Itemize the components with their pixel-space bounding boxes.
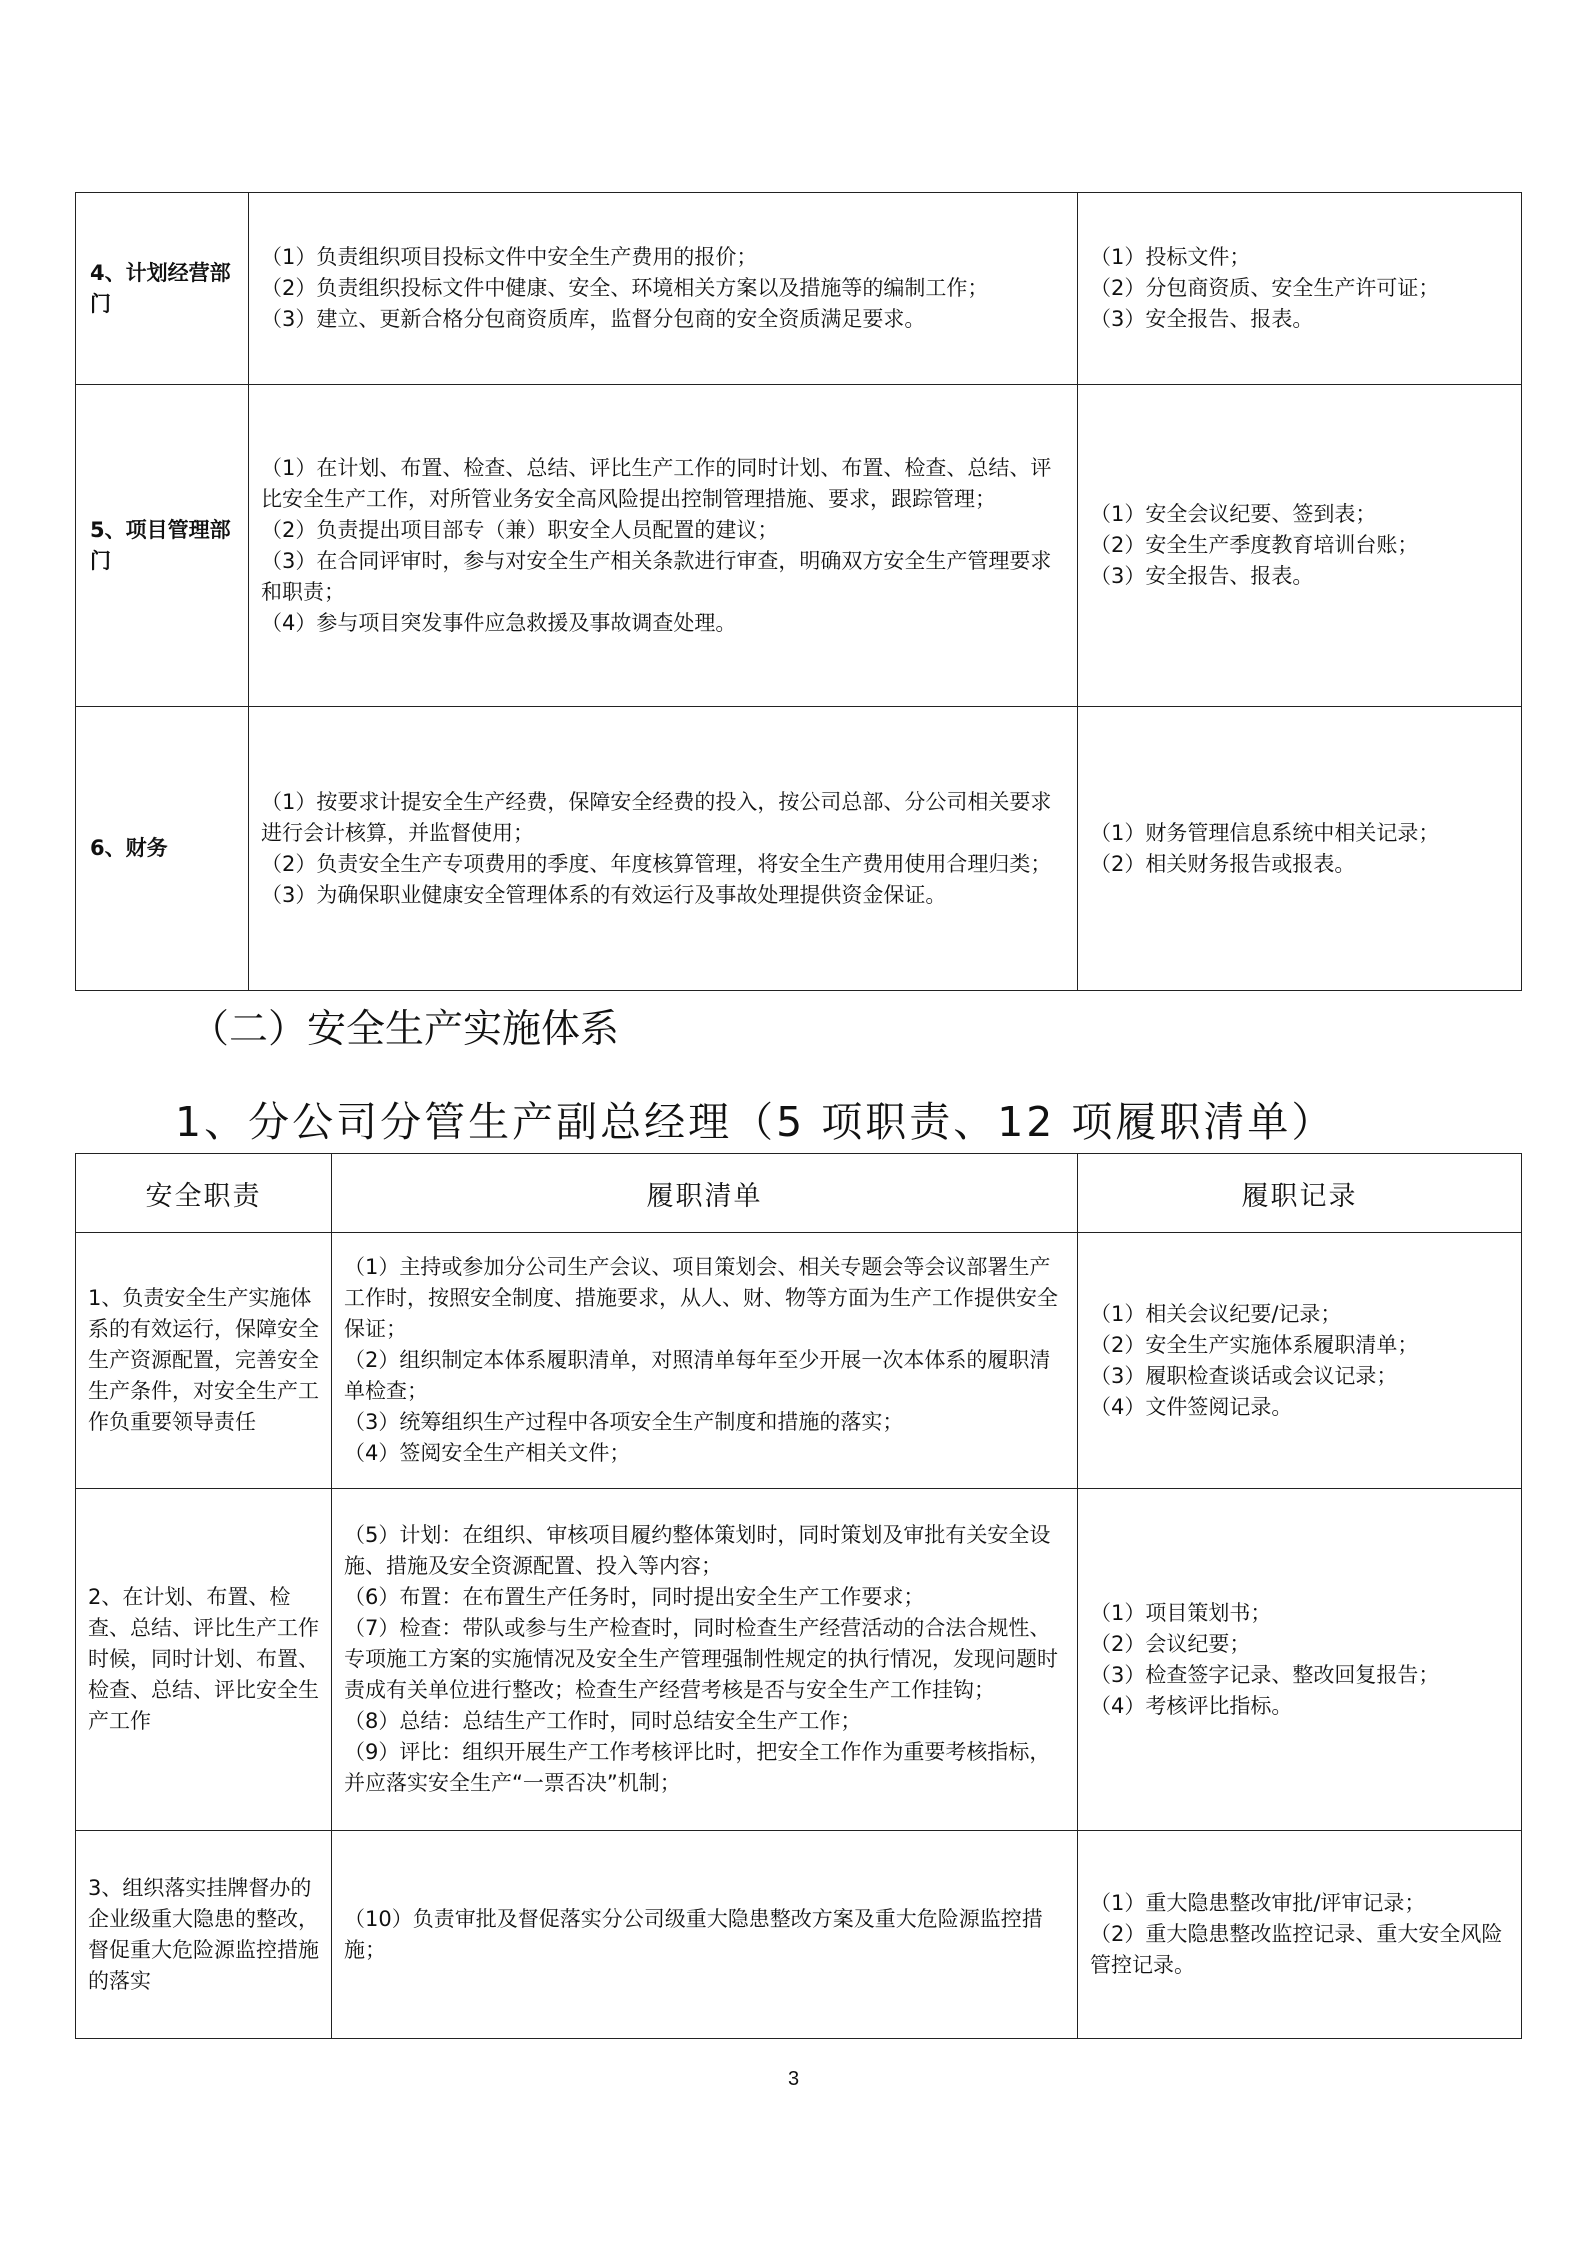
record-cell — [1078, 1831, 1522, 2039]
record-item: （2）分包商资质、安全生产许可证； — [1090, 276, 1440, 300]
record-cell — [1078, 193, 1522, 385]
list-item: （10）负责审批及督促落实分公司级重大隐患整改方案及重大危险源监控措施； — [344, 1906, 1043, 1962]
duty-text: 1、负责安全生产实施体系的有效运行，保障安全生产资源配置，完善安全生产条件，对安全生产工作负重要领导责任 — [88, 1286, 319, 1434]
list-item: （3）在合同评审时，参与对安全生产相关条款进行审查，明确双方安全生产管理要求和职责； — [261, 548, 1052, 604]
record-item: （3）安全报告、报表。 — [1090, 307, 1314, 331]
record-cell — [1078, 385, 1522, 707]
list-cell — [332, 1233, 1078, 1489]
record-item: （1）安全会议纪要、签到表； — [1090, 502, 1377, 526]
list-item: （1）主持或参加分公司生产会议、项目策划会、相关专题会等会议部署生产工作时，按照安全制度、措施要求，从人、财、物等方面为生产工作提供安全保证； — [344, 1255, 1058, 1341]
duty-text: 3、组织落实挂牌督办的企业级重大隐患的整改，督促重大危险源监控措施的落实 — [88, 1875, 319, 1993]
dept-name: 6、财务 — [90, 836, 168, 860]
table-row — [76, 1489, 1522, 1831]
list-cell — [332, 1489, 1078, 1831]
table-row — [76, 385, 1522, 707]
record-item: （1）财务管理信息系统中相关记录； — [1090, 820, 1440, 845]
list-item: （4）参与项目突发事件应急救援及事故调查处理。 — [261, 610, 737, 635]
list-item: （2）负责提出项目部专（兼）职安全人员配置的建议； — [261, 517, 779, 542]
dept-cell — [76, 385, 249, 707]
record-item: （3）安全报告、报表。 — [1090, 564, 1314, 588]
list-item: （5）计划：在组织、审核项目履约整体策划时，同时策划及审批有关安全设施、措施及安全资源配置、投入等内容； — [344, 1523, 1051, 1578]
table-row — [76, 1233, 1522, 1489]
list-item: （1）按要求计提安全生产经费，保障安全经费的投入，按公司总部、分公司相关要求进行会计核算，并监督使用； — [261, 789, 1052, 845]
duty-text: 2、在计划、布置、检查、总结、评比生产工作时候，同时计划、布置、检查、总结、评比安全生产工作 — [88, 1585, 319, 1733]
duty-checklist-table — [75, 1153, 1522, 2039]
table-header-row — [76, 1154, 1522, 1233]
table-row — [76, 193, 1522, 385]
list-item: （2）负责组织投标文件中健康、安全、环境相关方案以及措施等的编制工作； — [261, 276, 989, 300]
record-cell — [1078, 1233, 1522, 1489]
list-cell — [332, 1831, 1078, 2039]
list-item: （2）组织制定本体系履职清单，对照清单每年至少开展一次本体系的履职清单检查； — [344, 1348, 1051, 1403]
department-duty-table — [75, 192, 1522, 991]
page-number: 3 — [787, 2068, 800, 2090]
column-header: 履职记录 — [1078, 1154, 1522, 1233]
record-item: （1）投标文件； — [1090, 245, 1251, 269]
record-item: （1）重大隐患整改审批/评审记录； — [1090, 1891, 1426, 1915]
record-item: （4）文件签阅记录。 — [1090, 1394, 1293, 1419]
record-item: （3）检查签字记录、整改回复报告； — [1090, 1662, 1440, 1687]
list-item: （3）为确保职业健康安全管理体系的有效运行及事故处理提供资金保证。 — [261, 882, 947, 907]
list-item: （3）统筹组织生产过程中各项安全生产制度和措施的落实； — [344, 1410, 904, 1434]
record-item: （1）项目策划书； — [1090, 1600, 1272, 1625]
list-item: （1）在计划、布置、检查、总结、评比生产工作的同时计划、布置、检查、总结、评比安全生产工作，对所管业务安全高风险提出控制管理措施、要求，跟踪管理； — [261, 455, 1052, 511]
table-row — [76, 1831, 1522, 2039]
record-item: （2）重大隐患整改监控记录、重大安全风险管控记录。 — [1090, 1922, 1503, 1977]
list-item: （7）检查：带队或参与生产检查时，同时检查生产经营活动的合法合规性、专项施工方案的实施情况及安全生产管理强制性规定的执行情况，发现问题时责成有关单位进行整改；检查生产经营考核是否与安全生产工作挂钩； — [344, 1616, 1058, 1702]
record-item: （1）相关会议纪要/记录； — [1090, 1301, 1342, 1326]
record-cell — [1078, 707, 1522, 991]
list-item: （8）总结：总结生产工作时，同时总结安全生产工作； — [344, 1709, 862, 1733]
dept-name: 5、项目管理部门 — [90, 517, 231, 573]
list-item: （6）布置：在布置生产任务时，同时提出安全生产工作要求； — [344, 1585, 925, 1609]
record-item: （4）考核评比指标。 — [1090, 1693, 1293, 1718]
list-item: （4）签阅安全生产相关文件； — [344, 1441, 631, 1465]
list-item: （2）负责安全生产专项费用的季度、年度核算管理，将安全生产费用使用合理归类； — [261, 851, 1052, 876]
list-cell — [249, 707, 1078, 991]
record-item: （2）相关财务报告或报表。 — [1090, 851, 1356, 876]
table-row — [76, 707, 1522, 991]
duty-cell — [76, 1233, 332, 1489]
duty-cell — [76, 1831, 332, 2039]
dept-cell — [76, 707, 249, 991]
list-item: （3）建立、更新合格分包商资质库，监督分包商的安全资质满足要求。 — [261, 307, 926, 331]
dept-cell — [76, 193, 249, 385]
section-heading: （二）安全生产实施体系 — [190, 1007, 620, 1052]
list-cell — [249, 385, 1078, 707]
dept-name: 4、计划经营部门 — [90, 260, 231, 316]
sub-heading: 1、分公司分管生产副总经理（5 项职责、12 项履职清单） — [175, 1098, 1336, 1146]
record-item: （2）会议纪要； — [1090, 1631, 1251, 1656]
record-item: （3）履职检查谈话或会议记录； — [1090, 1363, 1398, 1388]
list-item: （1）负责组织项目投标文件中安全生产费用的报价； — [261, 245, 758, 269]
duty-cell — [76, 1489, 332, 1831]
record-cell — [1078, 1489, 1522, 1831]
column-header: 履职清单 — [332, 1154, 1078, 1233]
column-header: 安全职责 — [76, 1154, 332, 1233]
list-item: （9）评比：组织开展生产工作考核评比时，把安全工作作为重要考核指标，并应落实安全生产“一票否决”机制； — [344, 1740, 1051, 1795]
list-cell — [249, 193, 1078, 385]
record-item: （2）安全生产季度教育培训台账； — [1090, 533, 1419, 557]
record-item: （2）安全生产实施体系履职清单； — [1090, 1332, 1419, 1357]
